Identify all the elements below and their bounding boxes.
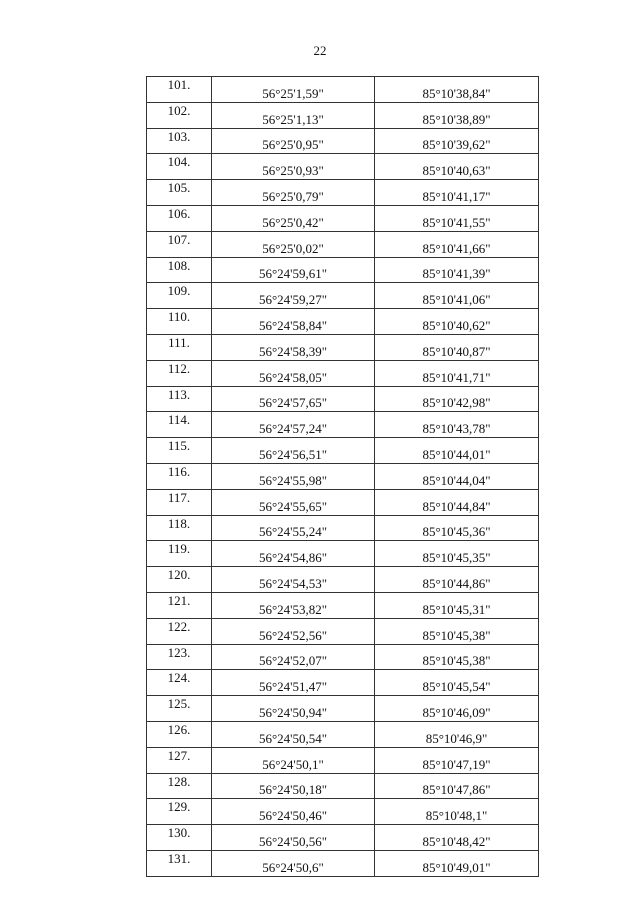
table-row <box>147 386 539 412</box>
table-row <box>147 541 539 567</box>
latitude-cell: 56°24'54,53" <box>212 567 375 593</box>
table-row <box>147 592 539 618</box>
longitude-cell: 85°10'44,04" <box>375 463 539 489</box>
table-row <box>147 334 539 360</box>
table-row <box>147 825 539 851</box>
point-number-cell: 124. <box>147 670 212 696</box>
table-row <box>147 309 539 335</box>
point-number-cell: 122. <box>147 618 212 644</box>
point-number-cell: 125. <box>147 696 212 722</box>
latitude-cell: 56°24'58,05" <box>212 360 375 386</box>
longitude-cell: 85°10'40,62" <box>375 309 539 335</box>
table-row <box>147 850 539 876</box>
point-number-cell: 131. <box>147 850 212 876</box>
point-number-cell: 107. <box>147 231 212 257</box>
point-number-cell: 111. <box>147 334 212 360</box>
longitude-cell: 85°10'40,63" <box>375 154 539 180</box>
longitude-cell: 85°10'45,35" <box>375 541 539 567</box>
table-row <box>147 180 539 206</box>
table-row <box>147 463 539 489</box>
latitude-cell: 56°24'55,65" <box>212 489 375 515</box>
point-number-cell: 117. <box>147 489 212 515</box>
point-number-cell: 112. <box>147 360 212 386</box>
table-row <box>147 154 539 180</box>
point-number-cell: 119. <box>147 541 212 567</box>
table-row <box>147 257 539 283</box>
latitude-cell: 56°24'50,94" <box>212 696 375 722</box>
table-row <box>147 438 539 464</box>
latitude-cell: 56°25'0,95" <box>212 128 375 154</box>
point-number-cell: 113. <box>147 386 212 412</box>
longitude-cell: 85°10'41,66" <box>375 231 539 257</box>
longitude-cell: 85°10'38,84" <box>375 77 539 103</box>
longitude-cell: 85°10'48,42" <box>375 825 539 851</box>
point-number-cell: 123. <box>147 644 212 670</box>
point-number-cell: 106. <box>147 205 212 231</box>
longitude-cell: 85°10'41,06" <box>375 283 539 309</box>
latitude-cell: 56°24'50,6" <box>212 850 375 876</box>
point-number-cell: 126. <box>147 721 212 747</box>
table-row <box>147 696 539 722</box>
latitude-cell: 56°24'50,1" <box>212 747 375 773</box>
latitude-cell: 56°25'1,13" <box>212 102 375 128</box>
point-number-cell: 120. <box>147 567 212 593</box>
latitude-cell: 56°24'59,61" <box>212 257 375 283</box>
longitude-cell: 85°10'39,62" <box>375 128 539 154</box>
longitude-cell: 85°10'45,38" <box>375 618 539 644</box>
latitude-cell: 56°24'57,24" <box>212 412 375 438</box>
latitude-cell: 56°24'57,65" <box>212 386 375 412</box>
longitude-cell: 85°10'44,86" <box>375 567 539 593</box>
latitude-cell: 56°25'0,42" <box>212 205 375 231</box>
longitude-cell: 85°10'40,87" <box>375 334 539 360</box>
longitude-cell: 85°10'44,84" <box>375 489 539 515</box>
latitude-cell: 56°24'53,82" <box>212 592 375 618</box>
longitude-cell: 85°10'38,89" <box>375 102 539 128</box>
coordinates-table-body <box>147 77 539 877</box>
latitude-cell: 56°24'52,56" <box>212 618 375 644</box>
latitude-cell: 56°24'56,51" <box>212 438 375 464</box>
longitude-cell: 85°10'43,78" <box>375 412 539 438</box>
table-row <box>147 128 539 154</box>
point-number-cell: 102. <box>147 102 212 128</box>
table-row <box>147 102 539 128</box>
point-number-cell: 105. <box>147 180 212 206</box>
table-row <box>147 205 539 231</box>
table-row <box>147 747 539 773</box>
latitude-cell: 56°24'59,27" <box>212 283 375 309</box>
longitude-cell: 85°10'41,55" <box>375 205 539 231</box>
table-row <box>147 567 539 593</box>
longitude-cell: 85°10'44,01" <box>375 438 539 464</box>
longitude-cell: 85°10'41,17" <box>375 180 539 206</box>
latitude-cell: 56°24'52,07" <box>212 644 375 670</box>
longitude-cell: 85°10'47,86" <box>375 773 539 799</box>
longitude-cell: 85°10'48,1" <box>375 799 539 825</box>
point-number-cell: 130. <box>147 825 212 851</box>
table-row <box>147 412 539 438</box>
point-number-cell: 121. <box>147 592 212 618</box>
table-row <box>147 489 539 515</box>
latitude-cell: 56°25'0,02" <box>212 231 375 257</box>
point-number-cell: 110. <box>147 309 212 335</box>
point-number-cell: 128. <box>147 773 212 799</box>
point-number-cell: 101. <box>147 77 212 103</box>
page-number: 22 <box>313 43 327 58</box>
table-row <box>147 799 539 825</box>
latitude-cell: 56°24'55,24" <box>212 515 375 541</box>
table-row <box>147 283 539 309</box>
longitude-cell: 85°10'45,54" <box>375 670 539 696</box>
latitude-cell: 56°24'58,39" <box>212 334 375 360</box>
latitude-cell: 56°24'50,54" <box>212 721 375 747</box>
latitude-cell: 56°25'0,93" <box>212 154 375 180</box>
point-number-cell: 129. <box>147 799 212 825</box>
point-number-cell: 104. <box>147 154 212 180</box>
table-row <box>147 618 539 644</box>
latitude-cell: 56°24'54,86" <box>212 541 375 567</box>
longitude-cell: 85°10'46,09" <box>375 696 539 722</box>
table-row <box>147 360 539 386</box>
latitude-cell: 56°24'50,46" <box>212 799 375 825</box>
table-row <box>147 721 539 747</box>
latitude-cell: 56°24'50,18" <box>212 773 375 799</box>
latitude-cell: 56°25'1,59" <box>212 77 375 103</box>
point-number-cell: 116. <box>147 463 212 489</box>
table-row <box>147 644 539 670</box>
latitude-cell: 56°25'0,79" <box>212 180 375 206</box>
latitude-cell: 56°24'58,84" <box>212 309 375 335</box>
point-number-cell: 103. <box>147 128 212 154</box>
longitude-cell: 85°10'46,9" <box>375 721 539 747</box>
latitude-cell: 56°24'55,98" <box>212 463 375 489</box>
coordinates-table <box>146 76 539 877</box>
longitude-cell: 85°10'47,19" <box>375 747 539 773</box>
table-row <box>147 515 539 541</box>
point-number-cell: 115. <box>147 438 212 464</box>
longitude-cell: 85°10'45,36" <box>375 515 539 541</box>
table-row <box>147 773 539 799</box>
table-row <box>147 231 539 257</box>
longitude-cell: 85°10'42,98" <box>375 386 539 412</box>
longitude-cell: 85°10'45,31" <box>375 592 539 618</box>
point-number-cell: 114. <box>147 412 212 438</box>
longitude-cell: 85°10'41,71" <box>375 360 539 386</box>
latitude-cell: 56°24'50,56" <box>212 825 375 851</box>
point-number-cell: 109. <box>147 283 212 309</box>
table-row <box>147 77 539 103</box>
point-number-cell: 127. <box>147 747 212 773</box>
longitude-cell: 85°10'45,38" <box>375 644 539 670</box>
point-number-cell: 118. <box>147 515 212 541</box>
latitude-cell: 56°24'51,47" <box>212 670 375 696</box>
point-number-cell: 108. <box>147 257 212 283</box>
longitude-cell: 85°10'41,39" <box>375 257 539 283</box>
table-row <box>147 670 539 696</box>
longitude-cell: 85°10'49,01" <box>375 850 539 876</box>
